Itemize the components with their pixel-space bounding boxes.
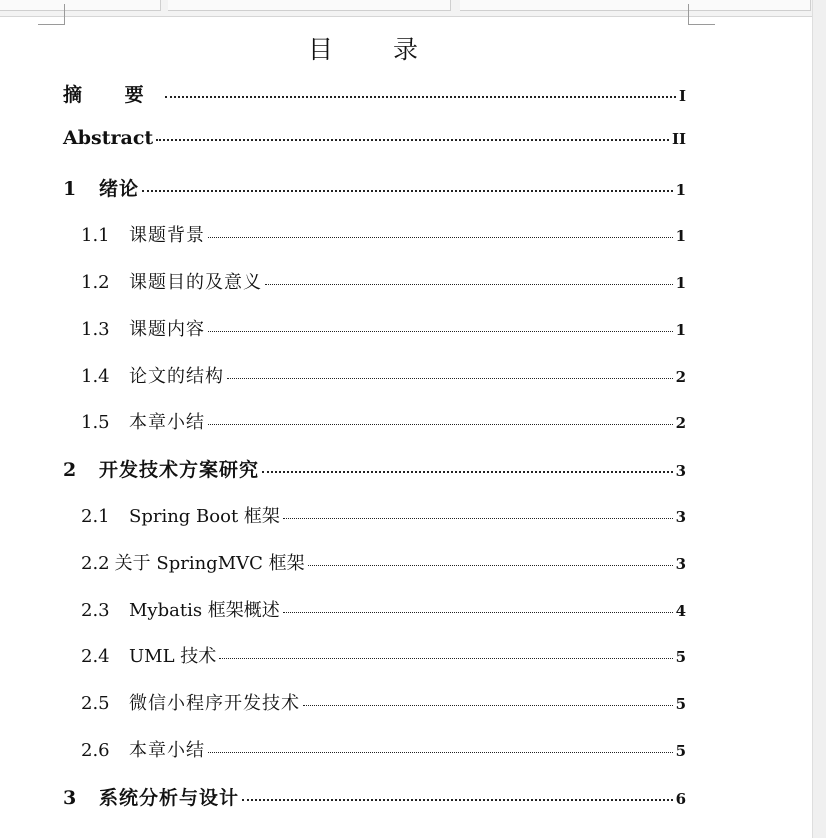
toc-entry-page: 3 [675,555,686,573]
toc-entry-number: 1.2 [81,272,110,293]
toc-entry-number: 1.3 [81,319,110,340]
toc-entry-number: 3 [63,787,77,809]
toc-leader-dots [165,96,676,98]
toc-entry-number: 1.4 [81,366,110,387]
margin-corner-mark [688,4,715,25]
margin-corner-mark [38,4,65,25]
toc-entry-label: 关于 SpringMVC 框架 [114,553,305,574]
toc-leader-dots [242,799,673,801]
toc-entry-page: 5 [675,742,686,760]
toc-entry-2-4[interactable] [81,642,686,668]
toc-entry-label: 课题目的及意义 [129,272,262,293]
toc-entry-1-2[interactable] [81,268,686,294]
toc-entry-page: I [678,87,686,105]
toc-entry-label: 摘 要 [63,84,162,106]
toc-entry-page: 3 [675,508,686,526]
toc-entry-number: 2.5 [81,693,110,714]
toc-entry-1-1[interactable] [81,221,686,247]
toc-entry-number: 2.6 [81,740,110,761]
toc-leader-dots [262,471,673,473]
toc-leader-dots [208,331,673,332]
toc-leader-dots [208,237,673,238]
toc-leader-dots [303,705,673,706]
toc-leader-dots [208,752,673,753]
toc-entry-label: 系统分析与设计 [99,787,240,809]
toc-entry-label: Abstract [63,127,154,149]
toc-entry-page: 3 [675,462,686,480]
toc-leader-dots [156,139,669,141]
toc-entry-page: 1 [675,274,686,292]
toc-entry-label: Mybatis 框架概述 [129,600,280,621]
toc-entry-label: UML 技术 [129,646,217,667]
toc-entry-page: II [671,130,686,148]
toc-title: 目 录 [308,35,444,64]
toc-entry-1-4[interactable] [81,362,686,388]
toc-entry-number: 2.4 [81,646,110,667]
toc-entry-page: 5 [675,695,686,713]
toc-entry-page: 1 [675,227,686,245]
toc-entry-label: 课题背景 [129,225,205,246]
toc-leader-dots [265,284,673,285]
toc-entry-number: 2.2 [81,553,110,574]
toc-entry-chapter-1[interactable] [63,174,686,201]
toc-entry-page: 5 [675,648,686,666]
toc-entry-page: 6 [675,790,686,808]
toc-entry-2-5[interactable] [81,689,686,715]
toc-entry-number: 2.3 [81,600,110,621]
toc-entry-number: 1.5 [81,412,110,433]
toc-leader-dots [142,190,673,192]
toc-entry-label: Spring Boot 框架 [129,506,280,527]
toc-leader-dots [227,378,673,379]
toc-entry-label: 论文的结构 [129,366,224,387]
toc-entry-chapter-2[interactable] [63,455,686,482]
toc-entry-2-6[interactable] [81,736,686,762]
toc-entry-label: 开发技术方案研究 [99,459,260,481]
toc-entry-page: 2 [675,368,686,386]
toc-leader-dots [308,565,673,566]
toc-entry-page: 1 [675,321,686,339]
toc-entry-number: 2 [63,459,77,481]
toc-entry-page: 2 [675,414,686,432]
toc-entry-2-2[interactable] [81,549,686,575]
toc-entry-label: 本章小结 [129,740,205,761]
toc-entry-label: 本章小结 [129,412,205,433]
toc-entry-2-3[interactable] [81,596,686,622]
toc-entry-2-1[interactable] [81,502,686,528]
toc-leader-dots [208,424,673,425]
toc-entry-label: 微信小程序开发技术 [129,693,300,714]
toc-entry-page: 4 [675,602,686,620]
toc-entry-number: 2.1 [81,506,110,527]
toc-leader-dots [283,612,673,613]
toc-entry-1-5[interactable] [81,408,686,434]
toc-entry-number: 1.1 [81,225,110,246]
toc-entry-label: 课题内容 [129,319,205,340]
toc-entry-abstract-cn[interactable] [63,80,686,107]
toc-entry-page: 1 [675,181,686,199]
toc-entry-number: 1 [63,178,77,200]
toc-entry-1-3[interactable] [81,315,686,341]
toc-leader-dots [219,658,672,659]
vertical-scrollbar[interactable] [812,0,826,838]
toc-entry-label: 绪论 [99,178,140,200]
toc-leader-dots [283,518,673,519]
toc-entry-chapter-3[interactable] [63,783,686,810]
toc-entry-abstract-en[interactable] [63,127,686,149]
